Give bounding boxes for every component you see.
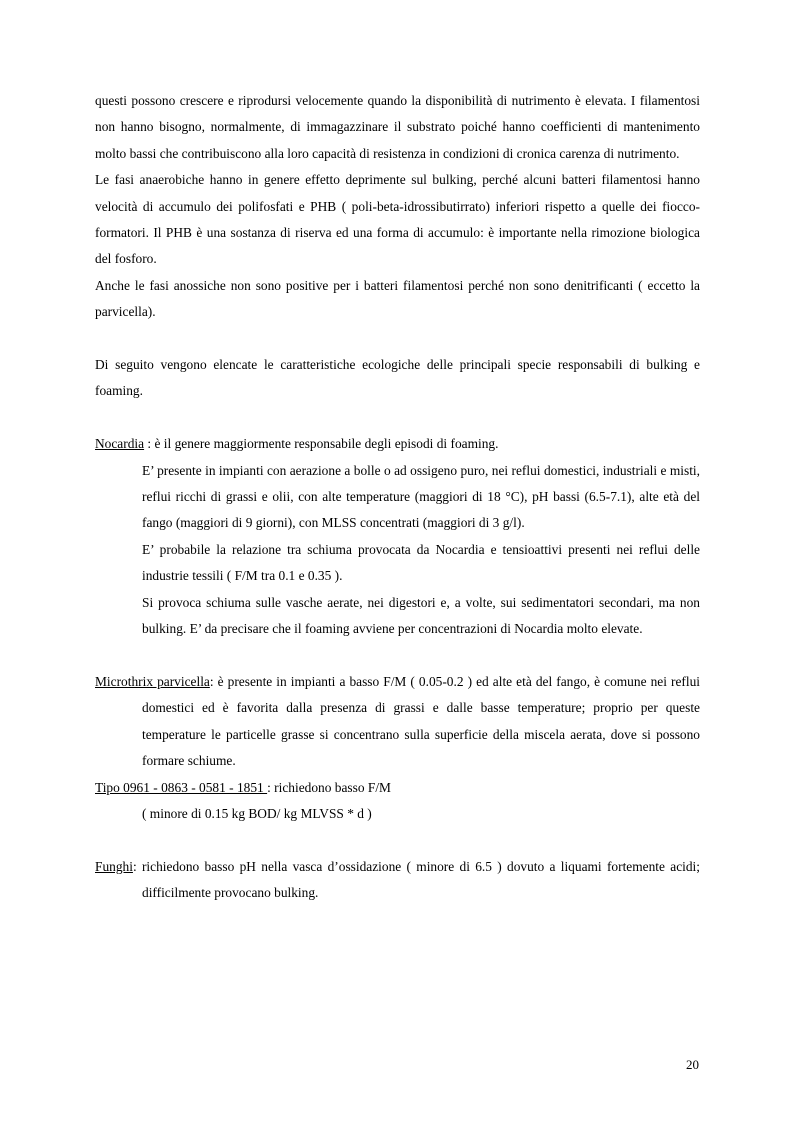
nocardia-detail-3: Si provoca schiuma sulle vasche aerate, nei digestori e, a volte, sui sedimentatori secondari, ma non bulking. E’ da precisare che il foaming avviene per concentrazioni di Nocardia molto elevate.: [142, 594, 700, 637]
paragraph-nutrient: questi possono crescere e riprodursi velocemente quando la disponibilità di nutrimento è elevata. I filamentosi non hanno bisogno, normalmente, di immagazzinare il substrato poiché hanno coefficienti di mantenimento molto bassi che contribuiscono alla loro capacità di resistenza in condizioni di cronica carenza di nutrimento.: [95, 93, 700, 161]
paragraph-anaerobic: Le fasi anaerobiche hanno in genere effetto deprimente sul bulking, perché alcuni batteri filamentosi hanno velocità di accumulo dei polifosfati e PHB ( poli-beta-idrossibutirrato) inferiori rispetto a quelle dei fiocco-formatori. Il PHB è una sostanza di riserva ed una forma di accumulo: è importante nella rimozione biologica del fosforo.: [95, 172, 700, 267]
tipo-entry: [95, 775, 700, 801]
tipo-text: : richiedono basso F/M: [267, 779, 391, 795]
paragraph-anoxic: Anche le fasi anossiche non sono positive per i batteri filamentosi perché non sono denitrificanti ( eccetto la parvicella).: [95, 277, 700, 320]
microthrix-term: Microthrix parvicella: [95, 673, 210, 689]
nocardia-intro: : è il genere maggiormente responsabile degli episodi di foaming.: [144, 436, 499, 452]
funghi-text: : richiedono basso pH nella vasca d’ossidazione ( minore di 6.5 ) dovuto a liquami fortemente acidi; difficilmente provocano bulking.: [132, 858, 700, 901]
funghi-entry: [95, 854, 700, 907]
microthrix-text: : è presente in impianti a basso F/M ( 0.05-0.2 ) ed alte età del fango, è comune nei reflui domestici ed è favorita dalla presenza di grassi e dalle basse temperature; proprio per queste temperature le particelle grasse si concentrano sulla superficie della miscela aerata, dove si possono formare schiume.: [142, 673, 700, 769]
nocardia-detail-2: E’ probabile la relazione tra schiuma provocata da Nocardia e tensioattivi presenti nei reflui delle industrie tessili ( F/M tra 0.1 e 0.35 ).: [142, 541, 700, 584]
nocardia-term: Nocardia: [95, 436, 145, 452]
funghi-term: Funghi: [95, 858, 133, 874]
page-body: [95, 88, 700, 907]
nocardia-detail-1: E’ presente in impianti con aerazione a bolle o ad ossigeno puro, nei reflui domestici, industriali e misti, reflui ricchi di grassi e olii, con alte temperature (maggiori di 18 °C), pH bassi (6.5-7.1), alte età del fango (maggiori di 9 giorni), con MLSS concentrati (maggiori di 3 g/l).: [142, 462, 700, 531]
tipo-detail: ( minore di 0.15 kg BOD/ kg MLVSS * d ): [142, 805, 372, 821]
paragraph-species-intro: Di seguito vengono elencate le caratteristiche ecologiche delle principali specie responsabili di bulking e foaming.: [95, 357, 700, 399]
tipo-term: Tipo 0961 - 0863 - 0581 - 1851: [95, 779, 268, 795]
microthrix-entry: [95, 669, 700, 775]
page-number: 20: [686, 1057, 699, 1072]
nocardia-heading: [95, 431, 700, 457]
